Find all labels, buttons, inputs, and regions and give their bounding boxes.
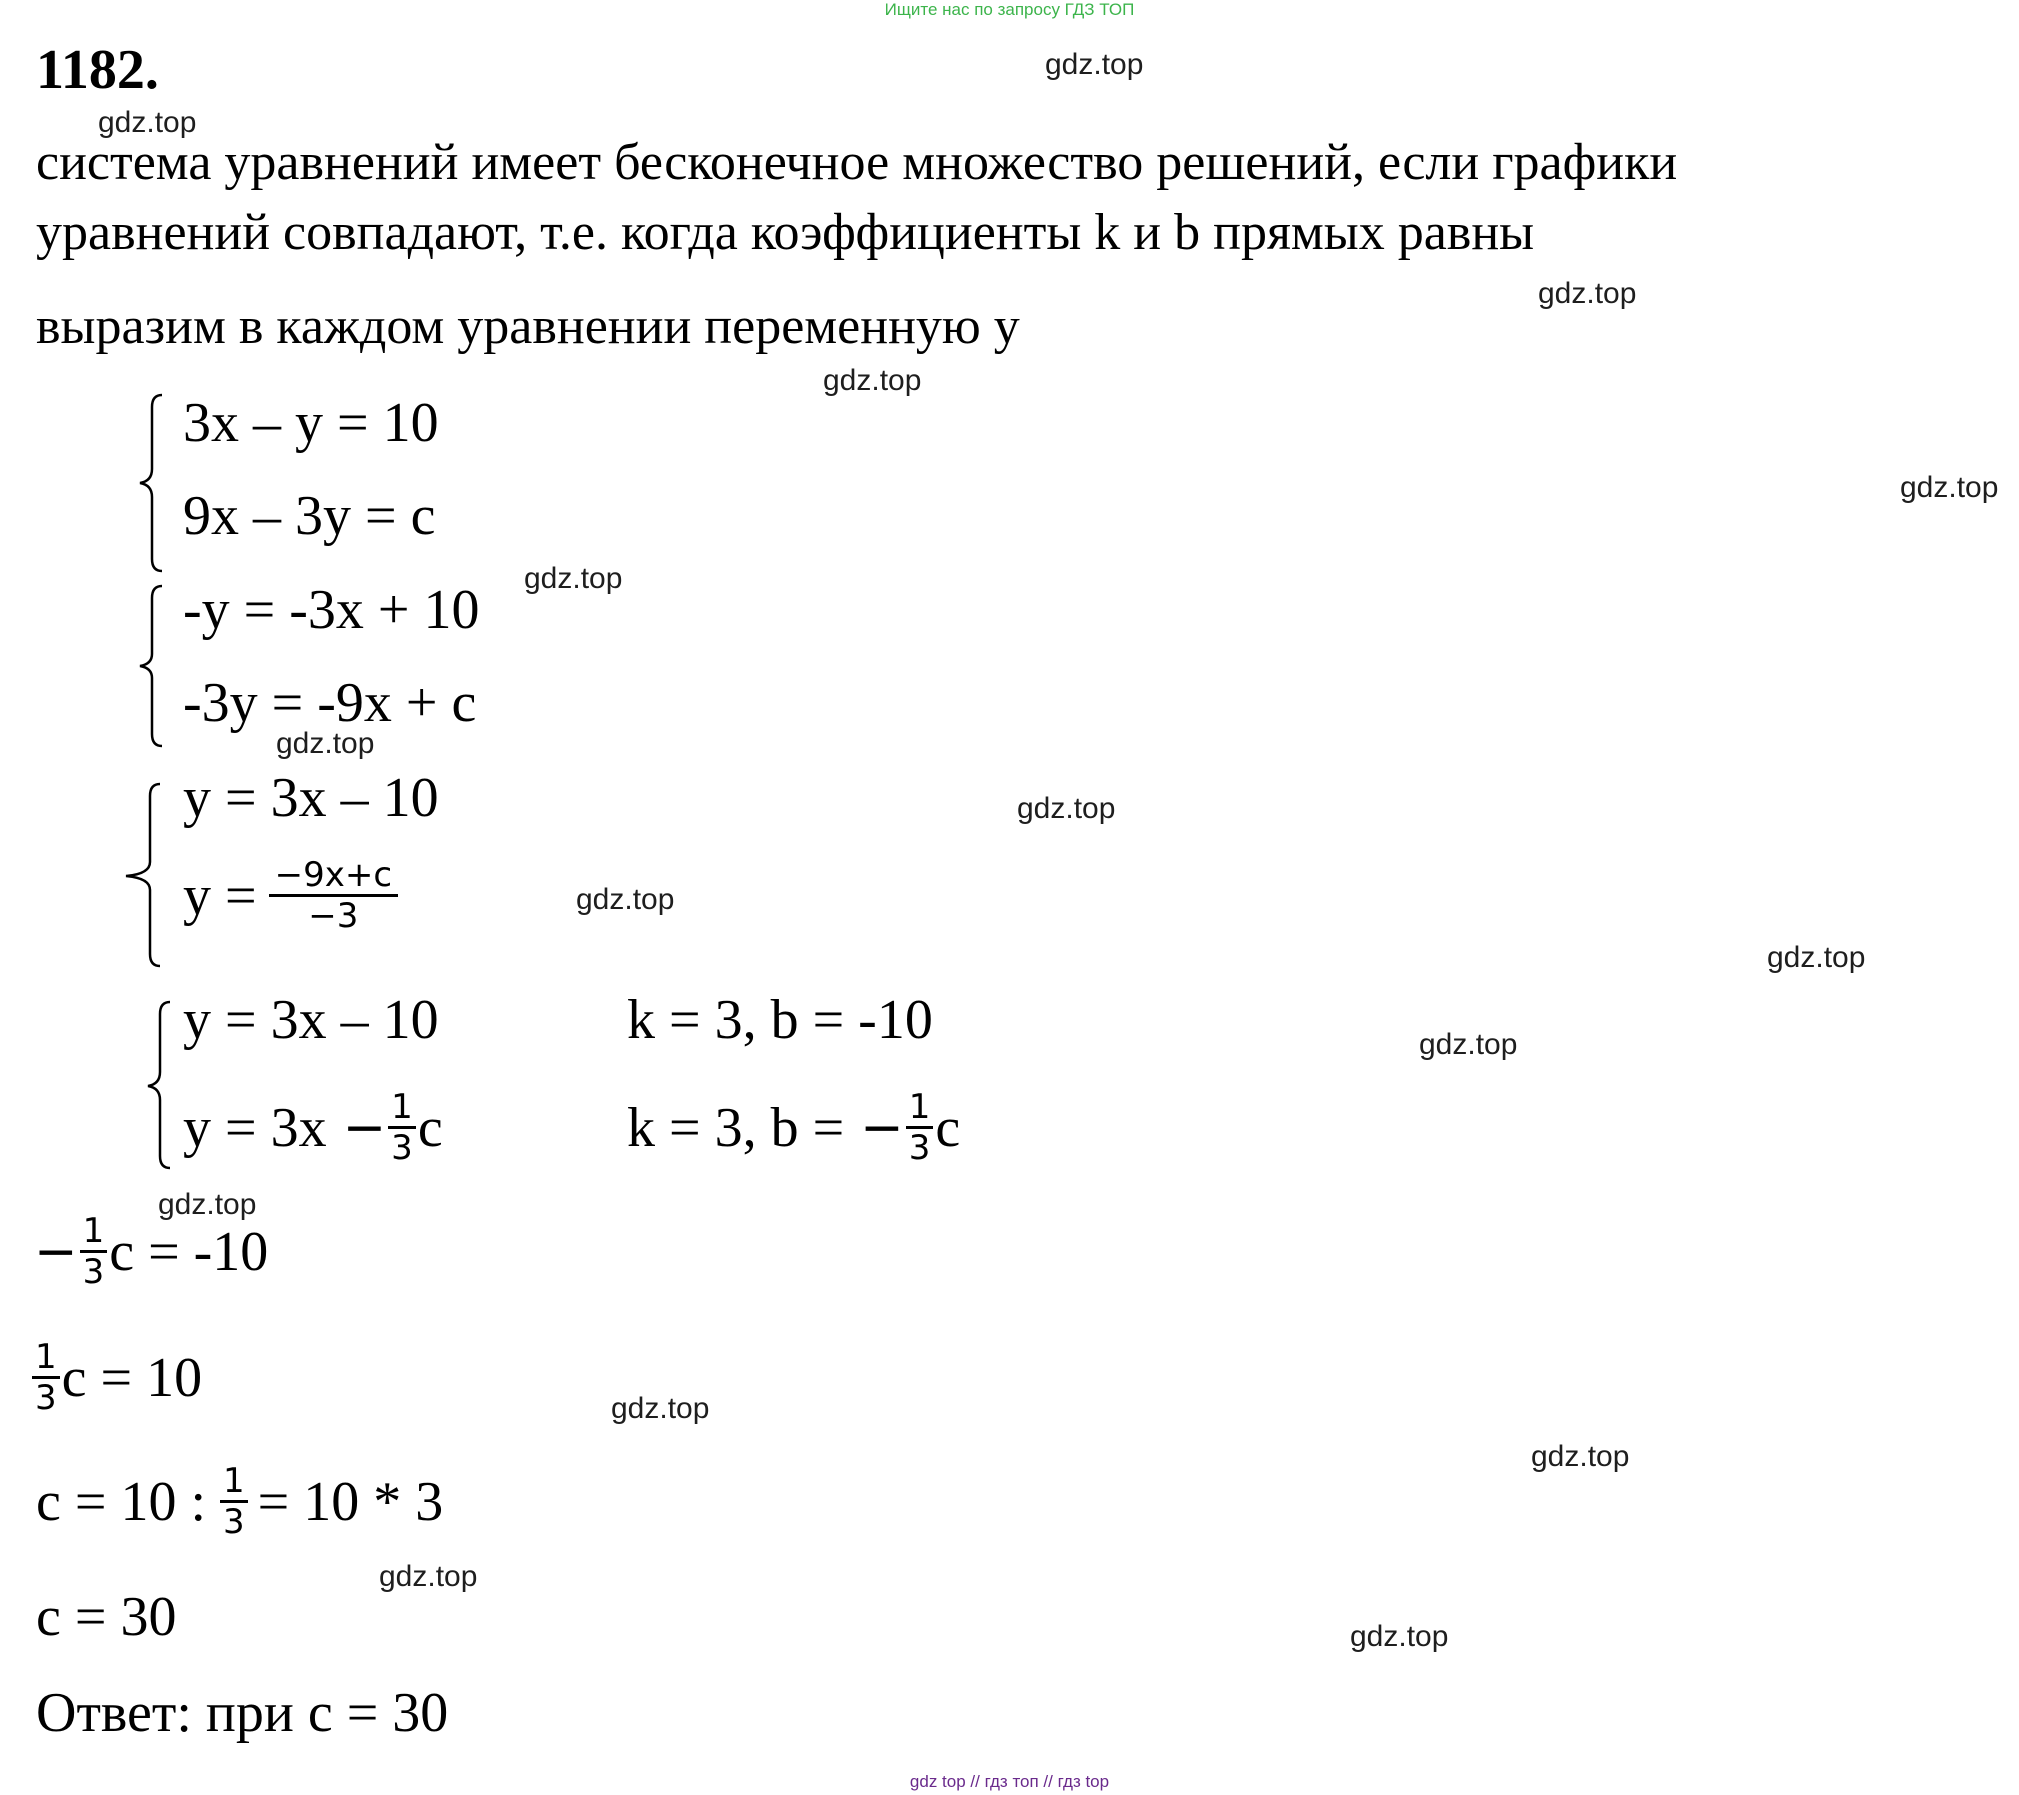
fraction-denominator: 3 [82,1252,105,1292]
solution-step [32,1338,202,1417]
solution-step [36,1462,443,1541]
instruction-line: выразим в каждом уравнении переменную y [36,298,1020,355]
watermark: gdz.top [1767,941,1866,974]
equation-rhs: = 10 * 3 [257,1470,444,1533]
watermark: gdz.top [1900,471,1999,504]
minus-sign: − [34,1221,78,1282]
equation-lhs: y = 3x [183,1096,327,1159]
fraction-denominator: 3 [223,1502,245,1542]
fraction [80,1212,108,1291]
coefficients: k = 3, b = -10 [627,989,933,1051]
minus-sign: − [342,1097,387,1158]
top-banner: Ищите нас по запросу ГДЗ ТОП [884,0,1135,19]
equation: -3y = -9x + c [183,672,477,734]
fraction [32,1338,60,1417]
fraction-denominator: 3 [391,1128,413,1168]
equation-lhs: c = 10 : [36,1470,206,1533]
watermark: gdz.top [1531,1440,1630,1473]
equation-rhs: c = -10 [109,1220,269,1283]
fraction [220,1462,248,1541]
equation: y = 3x – 10 [183,767,439,829]
watermark: gdz.top [611,1392,710,1425]
coefficients-lhs: k = 3, b = [627,1096,845,1159]
equation: 3x – y = 10 [183,392,439,454]
solution-step: c = 30 [36,1586,177,1648]
watermark: gdz.top [1350,1620,1449,1653]
problem-number: 1182. [36,39,159,101]
minus-sign: − [860,1097,904,1158]
watermark: gdz.top [1538,277,1637,310]
fraction [906,1088,934,1167]
equation-lhs: y = [183,864,257,927]
variable: c [417,1096,443,1159]
watermark: gdz.top [98,106,197,139]
watermark: gdz.top [576,883,675,916]
watermark: gdz.top [379,1560,478,1593]
equation-rhs: c = 10 [61,1346,203,1409]
equation: y = 3x – 10 [183,989,439,1051]
watermark: gdz.top [158,1188,257,1221]
explanation-line: уравнений совпадают, т.е. когда коэффициенты k и b прямых равны [36,204,1535,261]
fraction-numerator: 1 [82,1211,105,1251]
system-brace [144,1000,184,1170]
watermark: gdz.top [1017,792,1116,825]
fraction-denominator: −3 [308,896,359,936]
fraction-numerator: 1 [35,1337,57,1377]
solution-step [34,1212,268,1291]
fraction-numerator: −9x+c [274,855,393,895]
system-brace [134,584,174,748]
equation [183,856,400,935]
equation: -y = -3x + 10 [183,579,480,641]
system-brace [134,393,174,573]
system-brace [120,782,170,968]
equation: 9x – 3y = c [183,485,436,547]
watermark: gdz.top [823,364,922,397]
explanation-line: система уравнений имеет бесконечное множество решений, если графики [36,134,1678,191]
fraction [388,1088,416,1167]
fraction-numerator: 1 [223,1461,245,1501]
watermark: gdz.top [524,562,623,595]
watermark: gdz.top [1045,48,1144,81]
variable: c [935,1096,961,1159]
fraction [269,856,398,935]
answer: Ответ: при c = 30 [36,1682,449,1744]
fraction-numerator: 1 [391,1087,413,1127]
equation [183,1088,443,1167]
coefficients [627,1088,960,1167]
fraction-denominator: 3 [35,1378,57,1418]
fraction-denominator: 3 [908,1128,931,1168]
fraction-numerator: 1 [908,1087,931,1127]
watermark: gdz.top [1419,1028,1518,1061]
watermark: gdz.top [276,727,375,760]
bottom-banner: gdz top // гдз топ // гдз top [909,1772,1110,1791]
